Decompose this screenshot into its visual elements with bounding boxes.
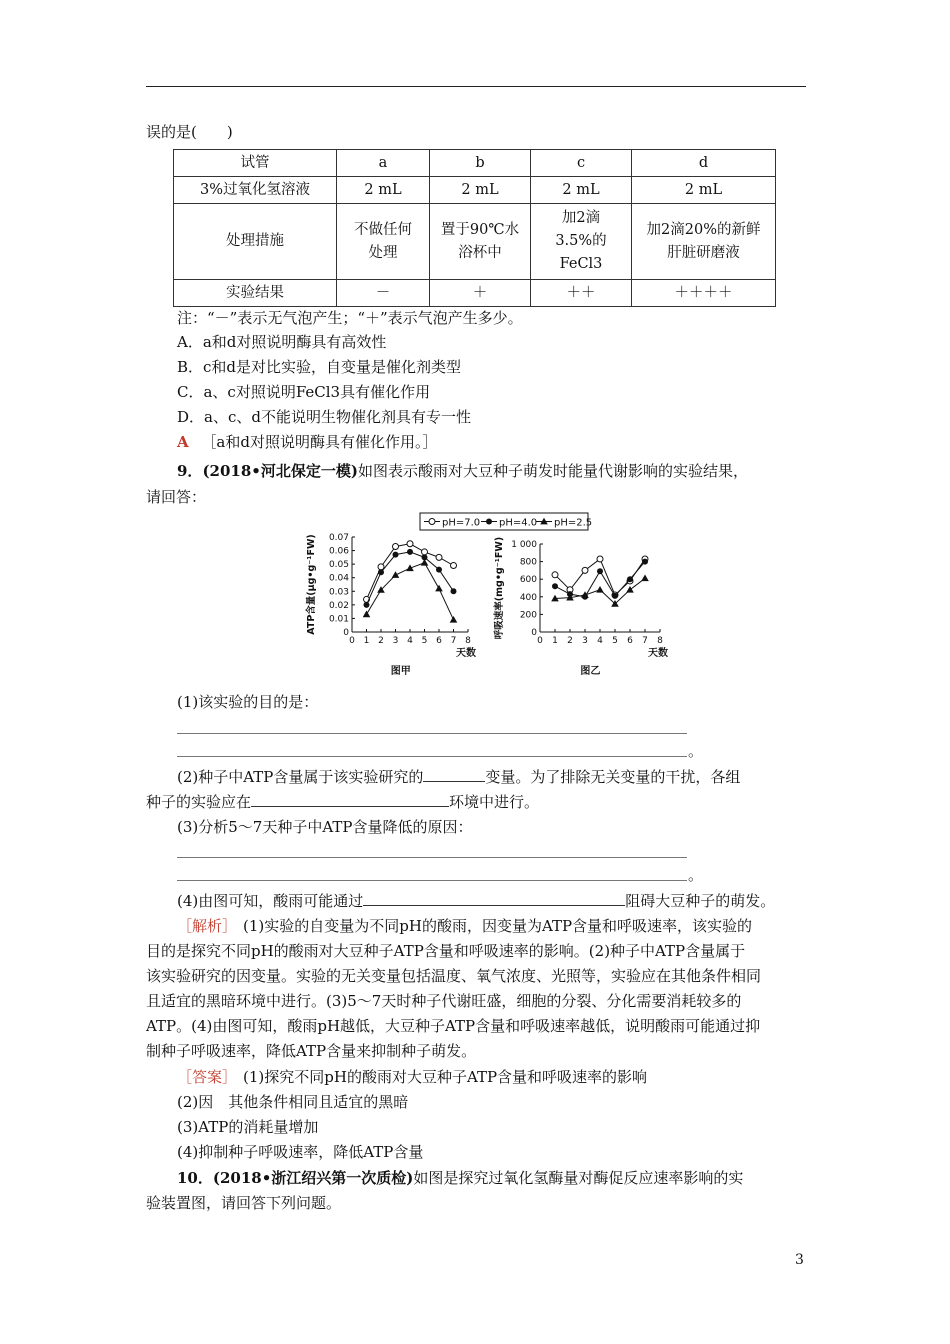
analysis-line	[177, 915, 752, 937]
analysis-line: 该实验研究的因变量。实验的无关变量包括温度、氧气浓度、光照等，实验应在其他条件相同	[146, 967, 762, 985]
x-tick-label: 6	[627, 636, 633, 646]
data-point	[364, 602, 370, 608]
table-cell: 2 mL	[430, 177, 531, 204]
y-tick-label: 0	[531, 628, 537, 638]
data-point	[641, 575, 649, 582]
q9-sub2-line2	[146, 791, 539, 813]
y-tick-label: 0.05	[328, 560, 349, 571]
table-row-label: 3%过氧化氢溶液	[174, 177, 337, 204]
y-tick-label: 200	[519, 610, 537, 621]
data-point	[392, 571, 400, 578]
y-tick-label: 0.04	[328, 573, 349, 584]
chart-title: 图甲	[390, 666, 411, 677]
x-tick-label: 2	[567, 636, 573, 646]
q8-stem-end: 误的是( )	[146, 123, 233, 141]
q10-stem-line1	[177, 1167, 743, 1189]
x-axis-label: 天数	[456, 648, 476, 659]
legend-label: pH=4.0	[499, 517, 538, 529]
data-point	[597, 556, 603, 562]
option-a: A．a和d对照说明酶具有高效性	[177, 333, 387, 351]
answer-blank	[251, 792, 449, 807]
answer-line: (4)抑制种子呼吸速率，降低ATP含量	[177, 1143, 424, 1161]
data-point	[422, 549, 428, 555]
x-tick-label: 3	[392, 636, 399, 646]
q9-source: (2018•河北保定一模)	[202, 462, 358, 480]
x-tick-label: 6	[436, 636, 442, 646]
analysis-line: ATP。(4)由图可知，酸雨pH越低，大豆种子ATP含量和呼吸速率越低，说明酸雨可能通过抑	[146, 1017, 761, 1035]
answer-blank	[363, 891, 625, 906]
table-header-cell: b	[430, 150, 531, 177]
x-tick-label: 7	[642, 636, 648, 646]
table-cell: ＋＋	[531, 280, 632, 307]
legend-marker	[486, 519, 492, 525]
x-tick-label: 8	[657, 636, 663, 646]
data-point	[582, 567, 588, 573]
table-cell: 2 mL	[337, 177, 430, 204]
data-point	[393, 552, 399, 558]
y-tick-label: 400	[519, 592, 537, 603]
x-tick-label: 7	[450, 636, 457, 646]
option-c: C．a、c对照说明FeCl3具有催化作用	[177, 383, 431, 401]
q10-number: 10．	[177, 1169, 213, 1187]
chart-legend	[420, 513, 592, 530]
q9-sub2-text: 变量。为了排除无关变量的干扰，各组	[485, 768, 741, 786]
q9-sub4-text: 阻碍大豆种子的萌发。	[625, 892, 776, 910]
x-tick-label: 4	[597, 636, 603, 646]
legend-marker	[429, 519, 435, 525]
y-tick-label: 0.03	[328, 587, 349, 598]
analysis-tag: ［解析］	[177, 917, 238, 935]
y-axis-label: ATP含量(μg•g⁻¹FW)	[306, 534, 317, 635]
q9-sub2-text: 种子的实验应在	[146, 793, 252, 811]
data-point	[363, 611, 371, 618]
data-point	[612, 593, 618, 599]
table-cell: 加2滴20%的新鲜肝脏研磨液	[632, 204, 776, 280]
answer-blank-line	[177, 857, 687, 858]
x-tick-label: 4	[407, 636, 413, 646]
x-tick-label: 1	[363, 636, 370, 646]
table-header-cell: a	[337, 150, 430, 177]
option-b: B．c和d是对比实验，自变量是催化剂类型	[177, 358, 462, 376]
acid-rain-figure	[300, 510, 720, 685]
table-cell: 置于90℃水浴杯中	[430, 204, 531, 280]
answer-tag: ［答案］	[177, 1068, 238, 1086]
table-cell: ＋＋＋＋	[632, 280, 776, 307]
table-cell: 2 mL	[531, 177, 632, 204]
data-point	[378, 569, 384, 575]
table-cell: －	[337, 280, 430, 307]
analysis-line: 目的是探究不同pH的酸雨对大豆种子ATP含量和呼吸速率的影响。(2)种子中ATP含量属于	[146, 942, 746, 960]
data-point	[596, 586, 604, 593]
y-tick-label: 0	[343, 628, 349, 638]
x-tick-label: 5	[421, 636, 428, 646]
data-point	[642, 559, 648, 565]
analysis-line: 且适宜的黑暗环境中进行。(3)5～7天时种子代谢旺盛，细胞的分裂、分化需要消耗较多的	[146, 992, 742, 1010]
q10-stem: 如图是探究过氧化氢酶量对酶促反应速率影响的实	[413, 1169, 744, 1187]
table-cell: ＋	[430, 280, 531, 307]
q9-sub4-text: (4)由图可知，酸雨可能通过	[177, 892, 364, 910]
y-tick-label: 0.02	[328, 600, 349, 611]
answer-blank-line	[177, 733, 687, 734]
data-point	[436, 554, 442, 560]
data-point	[597, 568, 603, 574]
answer-line: (3)ATP的消耗量增加	[177, 1118, 319, 1136]
x-tick-label: 0	[349, 636, 355, 646]
experiment-table	[173, 149, 776, 307]
x-axis-label: 天数	[648, 648, 668, 659]
data-point	[552, 583, 558, 589]
page-number: 3	[795, 1252, 804, 1268]
answer-blank	[423, 767, 485, 782]
y-tick-label: 600	[519, 575, 537, 586]
data-point	[451, 563, 457, 569]
q9-sub2-text: 环境中进行。	[449, 793, 540, 811]
respiration-chart	[493, 537, 668, 677]
q8-answer	[177, 431, 437, 453]
answer-explanation: ［a和d对照说明酶具有催化作用。］	[201, 433, 438, 451]
answer-letter: A	[177, 433, 189, 451]
x-tick-label: 1	[552, 636, 558, 646]
table-cell: 加2滴3.5%的FeCl3	[531, 204, 632, 280]
legend-label: pH=7.0	[442, 517, 481, 529]
data-point	[407, 549, 413, 555]
x-tick-label: 3	[582, 636, 588, 646]
data-point	[626, 586, 634, 593]
q9-stem: 如图表示酸雨对大豆种子萌发时能量代谢影响的实验结果，	[357, 462, 748, 480]
table-row-label: 实验结果	[174, 280, 337, 307]
table-header-cell: d	[632, 150, 776, 177]
chart-title: 图乙	[580, 666, 601, 677]
table-cell: 不做任何处理	[337, 204, 430, 280]
data-point	[435, 585, 443, 592]
answer-text: (1)探究不同pH的酸雨对大豆种子ATP含量和呼吸速率的影响	[243, 1068, 648, 1086]
y-tick-label: 0.07	[328, 533, 349, 543]
analysis-line: 制种子呼吸速率，降低ATP含量来抑制种子萌发。	[146, 1042, 477, 1060]
x-tick-label: 2	[378, 636, 384, 646]
x-tick-label: 0	[537, 636, 543, 646]
q9-sub1: (1)该实验的目的是：	[177, 693, 319, 711]
data-point	[436, 567, 442, 573]
q9-sub4	[177, 890, 775, 912]
q9-sub3-end: 。	[688, 866, 704, 884]
q9-sub2-text: (2)种子中ATP含量属于该实验研究的	[177, 768, 424, 786]
atp-chart	[305, 533, 476, 677]
data-point	[627, 576, 633, 582]
q9-stem-line1	[177, 460, 748, 482]
header-rule	[146, 86, 806, 87]
y-tick-label: 800	[519, 557, 537, 568]
q9-sub2-line1	[177, 766, 740, 788]
data-point	[407, 541, 413, 547]
x-tick-label: 8	[465, 636, 471, 646]
q9-sub1-end: 。	[688, 742, 704, 760]
q9-stem-line2: 请回答：	[146, 488, 207, 506]
legend-label: pH=2.5	[554, 517, 593, 529]
table-row-label: 处理措施	[174, 204, 337, 280]
answer-line: (2)因 其他条件相同且适宜的黑暗	[177, 1093, 409, 1111]
q10-stem-line2: 验装置图，请回答下列问题。	[146, 1194, 342, 1212]
answer-line	[177, 1066, 647, 1088]
q9-number: 9．	[177, 462, 203, 480]
q9-sub3: (3)分析5～7天种子中ATP含量降低的原因：	[177, 818, 473, 836]
data-point	[552, 572, 558, 578]
y-tick-label: 0.01	[328, 614, 349, 625]
data-point	[451, 588, 457, 594]
analysis-text: (1)实验的自变量为不同pH的酸雨，因变量为ATP含量和呼吸速率，该实验的	[243, 917, 753, 935]
table-cell: 2 mL	[632, 177, 776, 204]
y-tick-label: 0.06	[328, 546, 349, 557]
data-point	[450, 616, 458, 623]
y-tick-label: 1 000	[511, 540, 537, 550]
q10-source: (2018•浙江绍兴第一次质检)	[212, 1169, 414, 1187]
data-point	[393, 544, 399, 550]
table-header-cell: 试管	[174, 150, 337, 177]
y-axis-label: 呼吸速率(mg•g⁻¹FW)	[494, 536, 505, 640]
table-note: 注：“－”表示无气泡产生；“＋”表示气泡产生多少。	[177, 309, 523, 327]
answer-blank-line	[177, 880, 687, 881]
table-header-cell: c	[531, 150, 632, 177]
answer-blank-line	[177, 756, 687, 757]
x-tick-label: 5	[612, 636, 618, 646]
option-d: D．a、c、d不能说明生物催化剂具有专一性	[177, 408, 471, 426]
